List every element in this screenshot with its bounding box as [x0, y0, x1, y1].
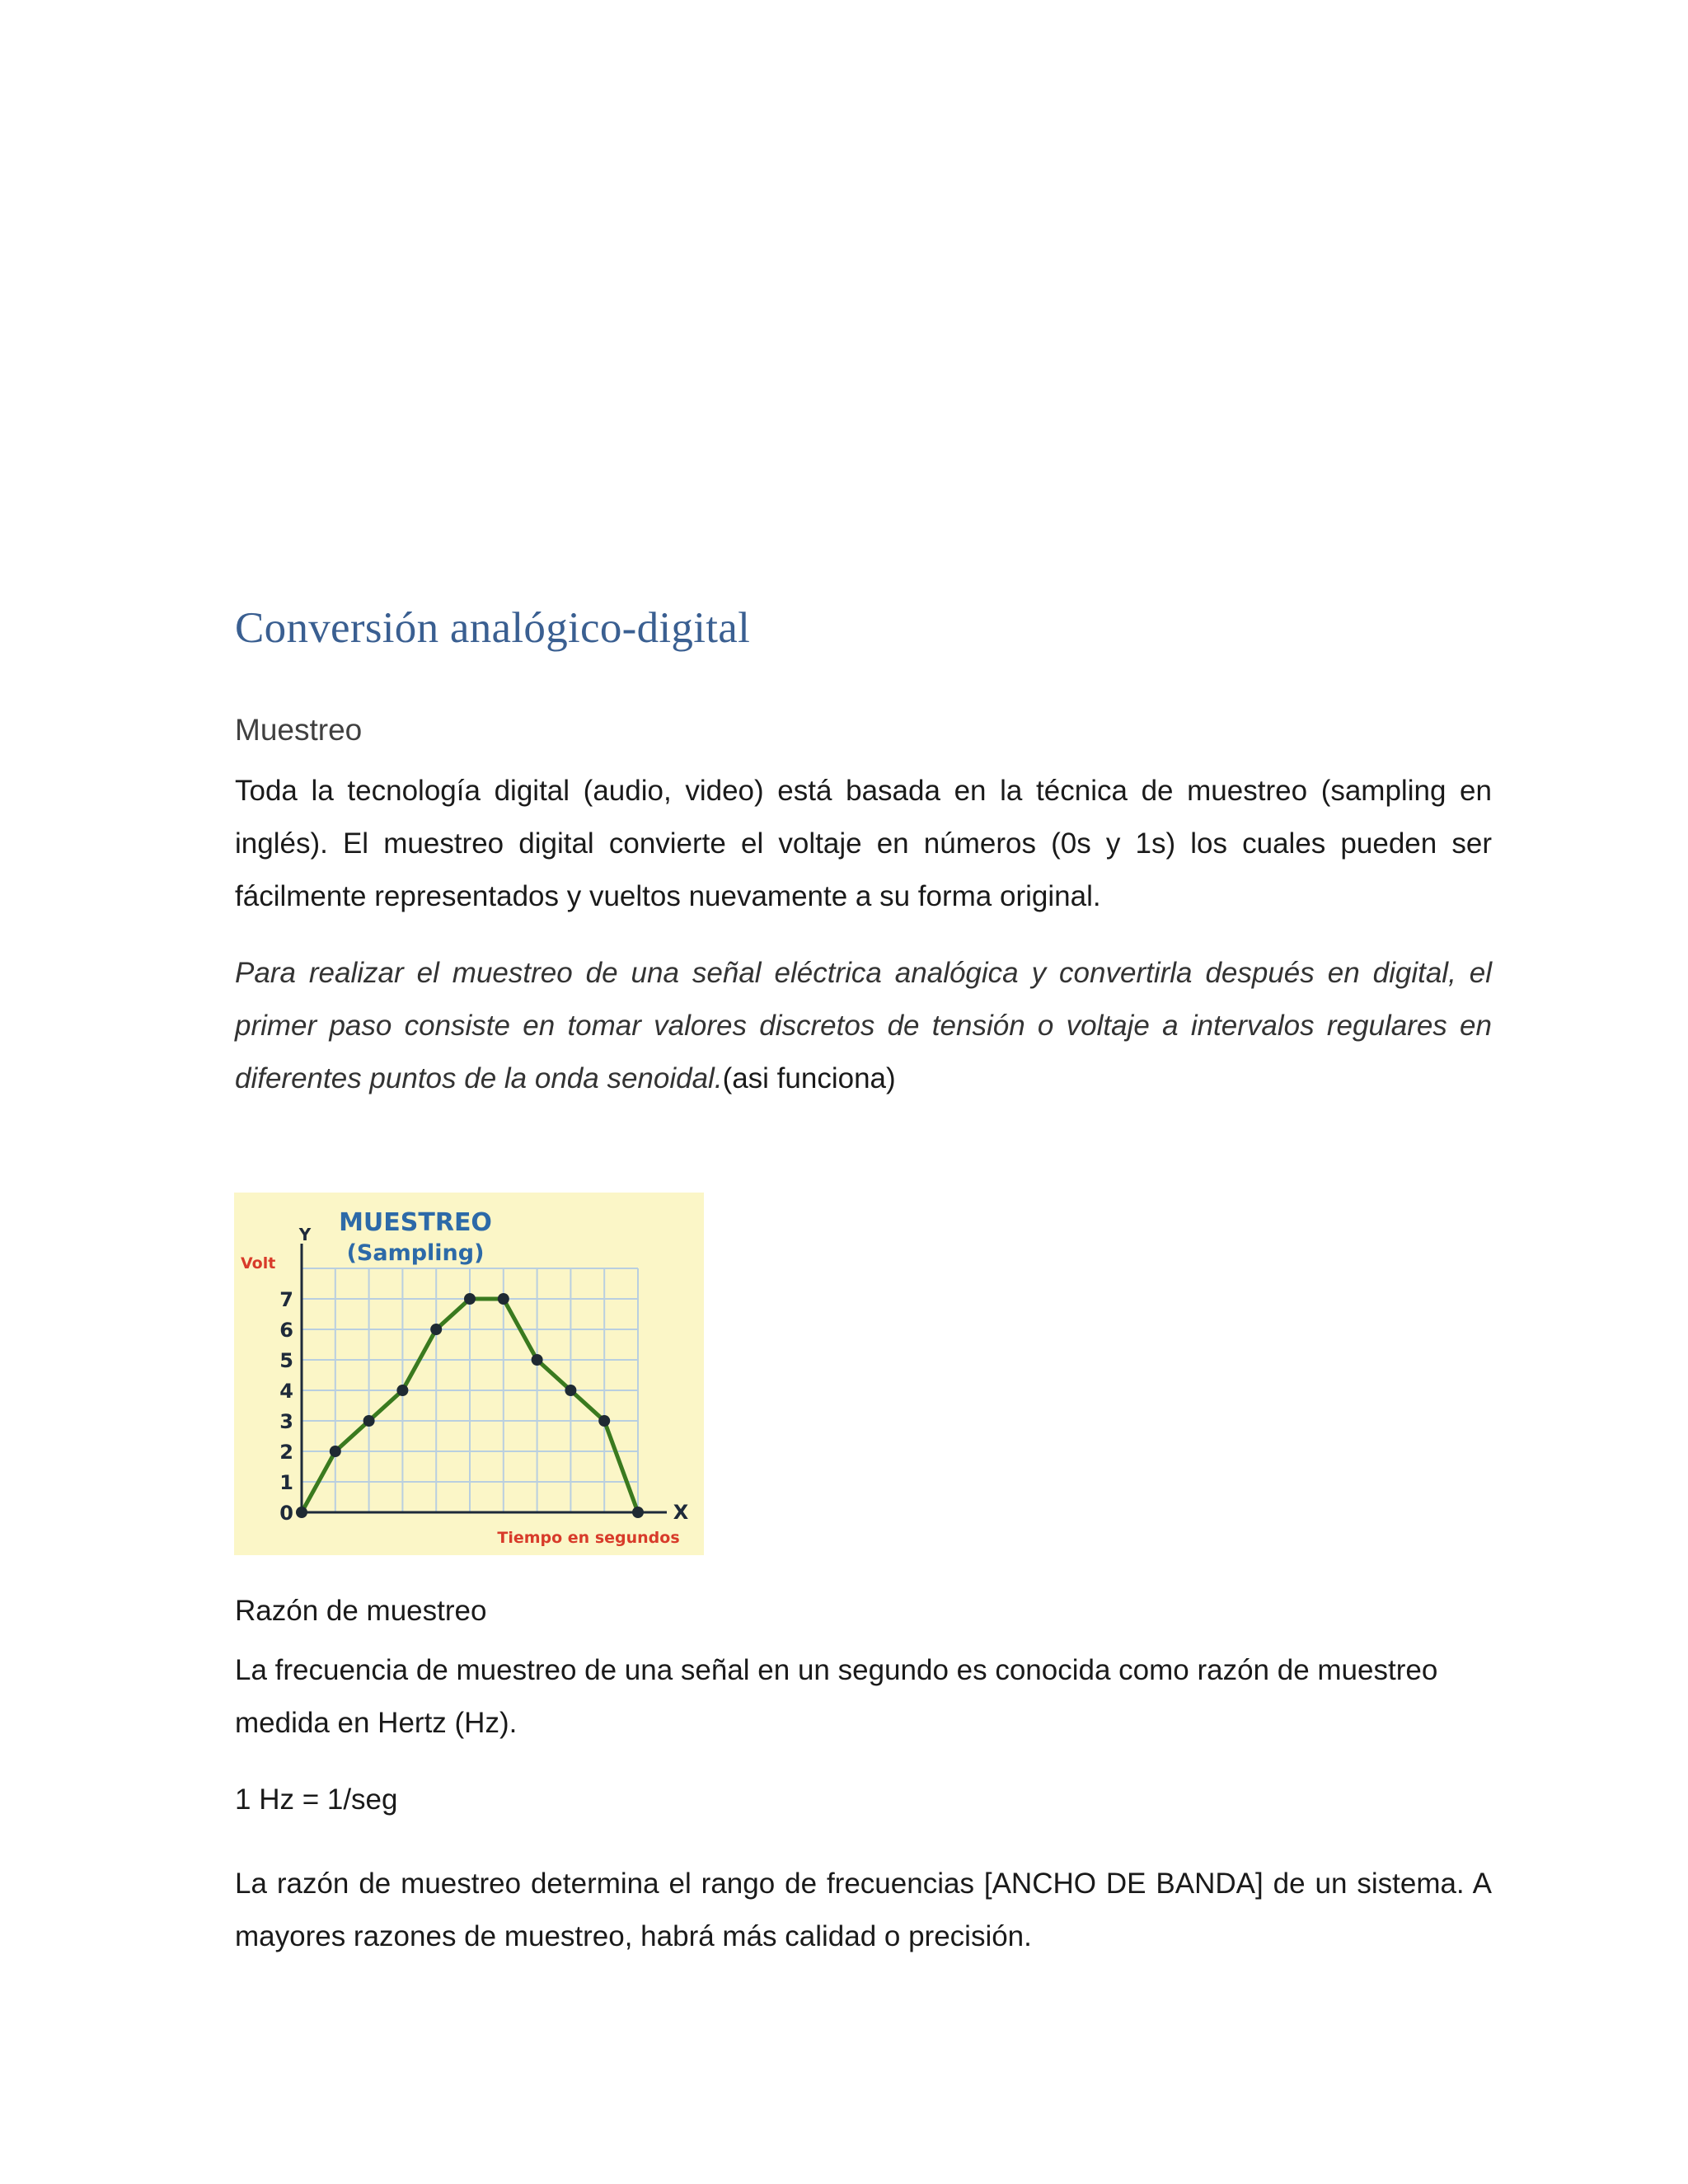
sampling-chart-svg	[234, 1193, 704, 1555]
data-point	[632, 1507, 644, 1518]
data-point	[464, 1293, 476, 1305]
section-heading-muestreo: Muestreo	[235, 713, 363, 747]
y-tick-label: 0	[279, 1502, 293, 1525]
data-point	[598, 1415, 610, 1427]
y-tick-label: 1	[279, 1471, 293, 1494]
chart-title: MUESTREO	[339, 1208, 492, 1237]
paragraph-razon: La frecuencia de muestreo de una señal en un segundo es conocida como razón de muestreo medida en Hertz (Hz).	[235, 1654, 1438, 1739]
y-tick-label: 6	[279, 1319, 293, 1342]
data-point	[363, 1415, 375, 1427]
italic-text: Para realizar el muestreo de una señal eléctrica analógica y convertirla después en digital, el primer paso consiste en tomar valores discretos de tensión o voltaje a intervalos regulares en diferentes puntos de la onda senoidal.	[235, 957, 1492, 1094]
data-point	[498, 1293, 509, 1305]
y-tick-label: 7	[279, 1288, 293, 1311]
data-point	[396, 1385, 408, 1396]
y-tick-label: 3	[279, 1410, 293, 1433]
y-tick-label: 2	[279, 1441, 293, 1464]
data-point	[330, 1446, 341, 1457]
y-tick-label: 5	[279, 1349, 293, 1372]
data-point	[565, 1385, 576, 1396]
chart-y-label: Volt	[241, 1254, 276, 1272]
chart-x-axis-letter: X	[673, 1501, 689, 1524]
sampling-chart	[234, 1193, 704, 1555]
data-point	[296, 1507, 307, 1518]
paragraph-razon-2: La razón de muestreo determina el rango de frecuencias [ANCHO DE BANDA] de un sistema. A mayores razones de muestreo, habrá más calidad o precisión.	[235, 1868, 1492, 1952]
data-point	[532, 1354, 543, 1366]
formula-hz: 1 Hz = 1/seg	[235, 1783, 398, 1816]
chart-y-axis-letter: Y	[298, 1225, 312, 1244]
y-tick-label: 4	[279, 1380, 293, 1403]
chart-subtitle: (Sampling)	[346, 1240, 485, 1266]
section-heading-razon: Razón de muestreo	[235, 1595, 487, 1627]
chart-x-label: Tiempo en segundos	[497, 1529, 680, 1547]
paragraph-muestreo-italic	[235, 947, 1492, 1105]
data-point	[430, 1324, 442, 1335]
italic-tail-text: (asi funciona)	[722, 1062, 896, 1094]
page-title: Conversión analógico-digital	[235, 604, 751, 652]
paragraph-muestreo: Toda la tecnología digital (audio, video) está basada en la técnica de muestreo (sampling en inglés). El muestreo digital convierte el voltaje en números (0s y 1s) los cuales pueden ser fácilmente representados y vueltos nuevamente a su forma original.	[235, 775, 1492, 912]
